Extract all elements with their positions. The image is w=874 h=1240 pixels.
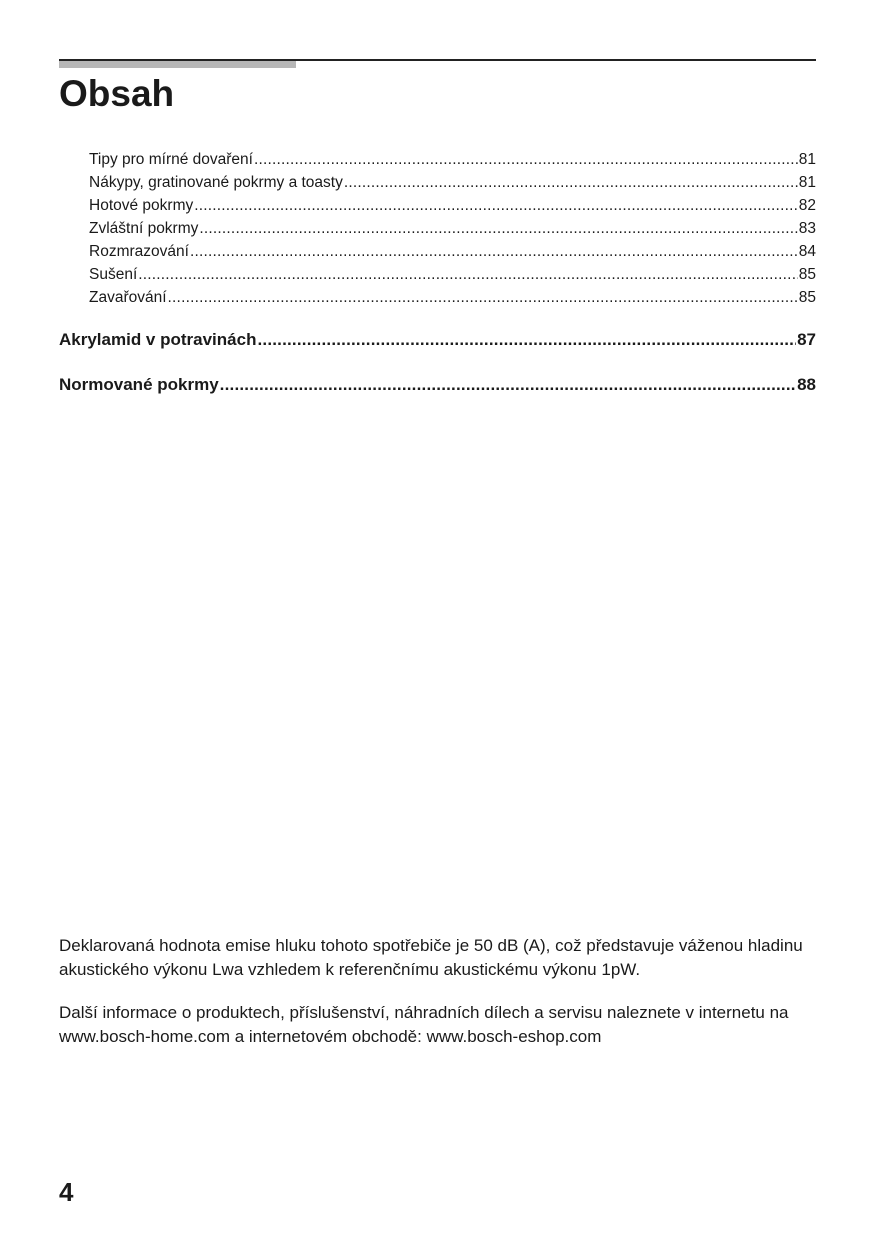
toc-entry-label: Sušení <box>89 266 138 283</box>
toc-dot-leader <box>168 286 798 309</box>
toc-dot-leader <box>344 171 798 194</box>
toc-entry-label: Zvláštní pokrmy <box>89 220 199 237</box>
toc-entry-page: 84 <box>798 243 816 260</box>
table-of-contents <box>59 148 816 407</box>
toc-entry-nakypy[interactable] <box>59 171 816 194</box>
page-title: Obsah <box>59 73 175 114</box>
toc-entry-akrylamid[interactable] <box>59 317 816 362</box>
page-number: 4 <box>59 1177 74 1207</box>
toc-entry-page: 81 <box>798 151 816 168</box>
toc-dot-leader <box>199 217 797 240</box>
toc-entry-page: 82 <box>798 197 816 214</box>
toc-dot-leader <box>190 240 798 263</box>
toc-entry-label: Nákypy, gratinované pokrmy a toasty <box>89 174 343 191</box>
toc-dot-leader <box>254 148 798 171</box>
toc-entry-page: 81 <box>798 174 816 191</box>
toc-entry-rozmrazovani[interactable] <box>59 240 816 263</box>
toc-entry-label: Hotové pokrmy <box>89 197 194 214</box>
toc-entry-page: 88 <box>797 375 816 394</box>
header-rule-accent <box>59 61 296 68</box>
toc-entry-page: 83 <box>798 220 816 237</box>
toc-dot-leader <box>220 362 796 407</box>
toc-entry-page: 85 <box>798 289 816 306</box>
toc-entry-label: Zavařování <box>89 289 167 306</box>
toc-entry-page: 85 <box>798 266 816 283</box>
toc-entry-normovane-pokrmy[interactable] <box>59 362 816 407</box>
toc-entry-label: Akrylamid v potravinách <box>59 330 257 349</box>
toc-entry-tipy[interactable] <box>59 148 816 171</box>
toc-dot-leader <box>257 317 796 362</box>
toc-entry-zvlastni-pokrmy[interactable] <box>59 217 816 240</box>
toc-entry-page: 87 <box>797 330 816 349</box>
toc-entry-hotove-pokrmy[interactable] <box>59 194 816 217</box>
more-info-paragraph: Další informace o produktech, příslušenství, náhradních dílech a servisu naleznete v internetu na www.bosch-home.com a internetovém obchodě: www.bosch-eshop.com <box>59 1003 789 1046</box>
noise-emission-notice: Deklarovaná hodnota emise hluku tohoto spotřebiče je 50 dB (A), což představuje váženou hladinu akustického výkonu Lwa vzhledem k referenčnímu akustickému výkonu 1pW. <box>59 936 803 979</box>
toc-entry-label: Normované pokrmy <box>59 375 219 394</box>
toc-dot-leader <box>194 194 798 217</box>
toc-dot-leader <box>138 263 797 286</box>
toc-entry-zavarovani[interactable] <box>59 286 816 309</box>
toc-entry-label: Tipy pro mírné dovaření <box>89 151 253 168</box>
toc-entry-label: Rozmrazování <box>89 243 189 260</box>
toc-entry-suseni[interactable] <box>59 263 816 286</box>
